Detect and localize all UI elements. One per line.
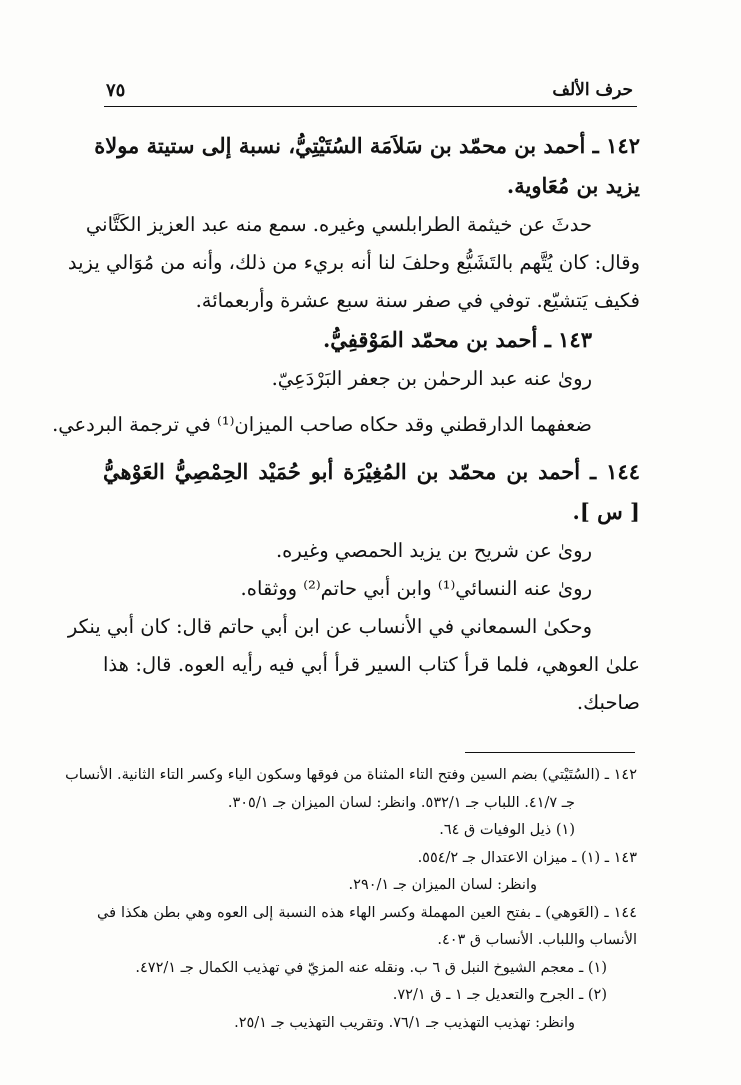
entry-142-heading-cont: يزيد بن مُعَاوية.: [506, 173, 640, 198]
footnote-line: ١٤٢ ـ (السُتَيْتي) بضم السين وفتح التاء المثناة من فوقها وسكون الياء وكسر التاء الثانية. الأنساب: [65, 767, 637, 783]
footnote-line: جـ ٤١/٧. اللباب جـ ٥٣٢/١. وانظر: لسان الميزان جـ ٣٠٥/١.: [227, 794, 575, 811]
footnote-divider: [465, 752, 635, 753]
footnotes: [65, 762, 637, 1037]
entry-144-paragraph: روىٰ عن شريح بن يزيد الحمصي وغيره.: [275, 539, 592, 562]
footnote-line: (٢) ـ الجرح والتعديل جـ ١ ـ ق ٧٢/١.: [392, 987, 607, 1003]
main-text: [52, 126, 640, 722]
entry-144-heading-cont: [ س ].: [572, 499, 640, 524]
footnote-line: وانظر: تهذيب التهذيب جـ ٧٦/١. وتقريب التهذيب جـ ٢٥/١.: [234, 1014, 575, 1031]
entry-143-paragraph: ضعفهما الدارقطني وقد حكاه صاحب الميزان⁽¹⁾ في ترجمة البردعي.: [52, 413, 592, 436]
chapter-title: حرف الألف: [552, 80, 633, 100]
entry-144-paragraph: صاحبك.: [576, 691, 640, 714]
entry-143-paragraph: روىٰ عنه عبد الرحمٰن بن جعفر البَرْدَعِيّ.: [271, 367, 592, 390]
footnote-line: ١٤٤ ـ (العَوهي) ـ بفتح العين المهملة وكسر الهاء هذه النسبة إلى العوه وهي بطن هكذا في: [97, 904, 637, 921]
footnote-line: ١٤٣ ـ (١) ـ ميزان الاعتدال جـ ٥٥٤/٢.: [417, 849, 637, 866]
entry-144-paragraph: علىٰ العوهي، فلما قرأ كتاب السير قرأ أبي فيه رأيه العوه. قال: هذا: [103, 653, 640, 676]
footnote-line: (١) ذيل الوفيات ق ٦٤.: [439, 822, 575, 838]
footnote-line: الأنساب واللباب. الأنساب ق ٤٠٣.: [437, 932, 637, 948]
footnote-line: (١) ـ معجم الشيوخ النبل ق ٦ ب. ونقله عنه المزيّ في تهذيب الكمال جـ ٤٧٢/١.: [135, 959, 607, 976]
page-number: ٧٥: [106, 80, 126, 101]
entry-142-paragraph: وقال: كان يُتَّهم بالتَشَيُّع وحلفَ لنا أنه بريء من ذلك، وأنه من مُوَالي يزيد: [67, 251, 640, 274]
entry-142-heading: ١٤٢ ـ أحمد بن محمّد بن سَلاَمَة السُتَيْتِيُّ، نسبة إلى ستيتة مولاة: [94, 133, 640, 158]
entry-142-paragraph: فكيف يَتشيّع. توفي في صفر سنة سبع عشرة وأربعمائة.: [195, 289, 640, 312]
entry-144-paragraph: وحكىٰ السمعاني في الأنساب عن ابن أبي حاتم قال: كان أبي ينكر: [67, 615, 592, 638]
footnote-line: وانظر: لسان الميزان جـ ٢٩٠/١.: [348, 877, 537, 893]
running-header: [104, 78, 637, 107]
entry-144-paragraph: روىٰ عنه النسائي⁽¹⁾ وابن أبي حاتم⁽²⁾ ووثقاه.: [240, 577, 592, 600]
entry-143-heading: ١٤٣ ـ أحمد بن محمّد المَوْقفِيُّ.: [322, 327, 592, 352]
entry-144-heading: ١٤٤ ـ أحمد بن محمّد بن المُغِيْرَة أبو حُمَيْد الحِمْصِيُّ العَوْهيُّ: [103, 459, 640, 484]
entry-142-paragraph: حدثَ عن خيثمة الطرابلسي وغيره. سمع منه عبد العزيز الكَتَّاني: [85, 213, 592, 236]
